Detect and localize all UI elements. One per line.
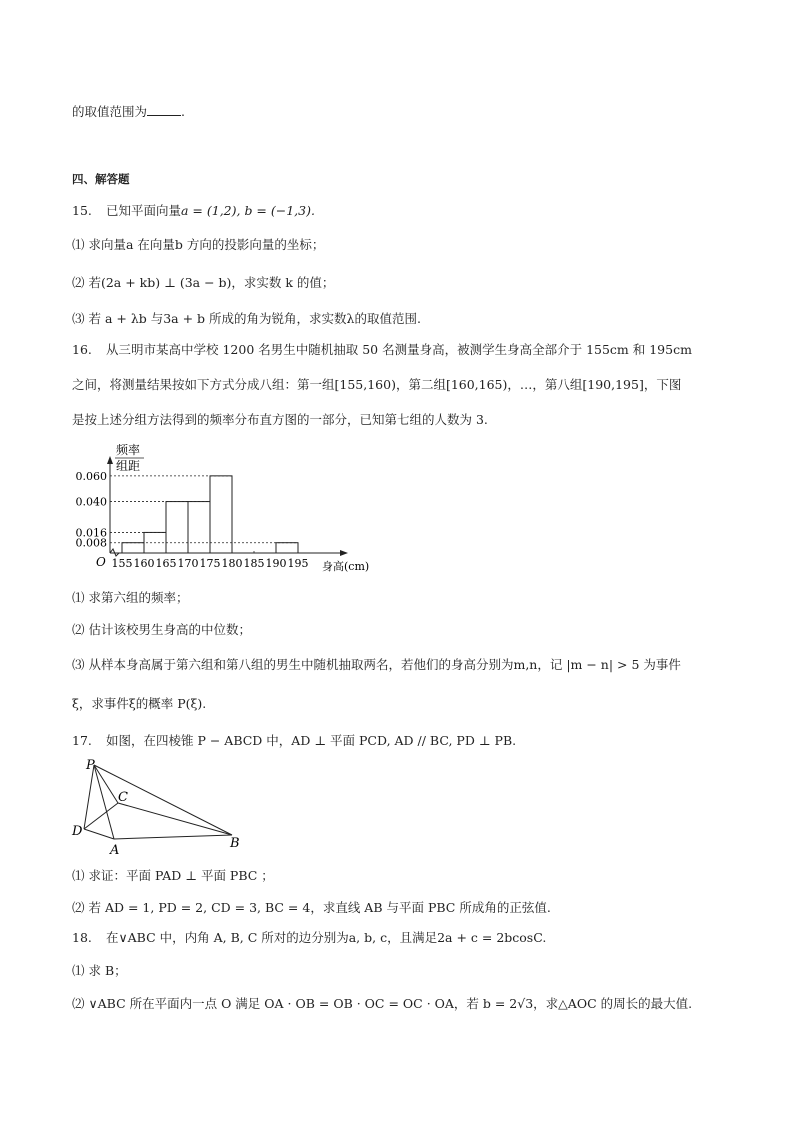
q16-part3-cont: ξ，求事件ξ的概率 P(ξ). [72, 696, 207, 711]
y-tick-label: 0.060 [75, 469, 107, 483]
histogram-bar [188, 502, 210, 553]
q18-part1: ⑴ 求 B； [72, 963, 127, 978]
q17-stem [72, 733, 516, 749]
q15-part2: ⑵ 若(2a + kb) ⊥ (3a − b)，求实数 k 的值； [72, 275, 335, 290]
q16-part1: ⑴ 求第六组的频率； [72, 590, 189, 605]
x-tick-label: 195 [287, 557, 309, 570]
y-tick-label: 0.040 [75, 495, 107, 509]
x-tick-label: 180 [221, 557, 243, 570]
answer-blank [147, 104, 181, 116]
text: 已知平面向量 [105, 203, 181, 218]
q16-part2: ⑵ 估计该校男生身高的中位数； [72, 622, 251, 637]
x-tick-label: 175 [199, 557, 221, 570]
text: 如图，在四棱锥 P − ABCD 中，AD ⊥ 平面 PCD, AD // BC, PD ⊥ PB. [105, 733, 517, 748]
origin-label: O [96, 555, 106, 569]
pyramid-figure [70, 755, 250, 860]
edge-DA [84, 829, 114, 839]
x-axis-label: 身高(cm) [322, 560, 370, 573]
histogram-bar [166, 502, 188, 553]
q16-stem-1 [72, 342, 692, 358]
x-tick-label: 170 [177, 557, 199, 570]
edge-PB [94, 765, 232, 835]
vertex-label-B: B [230, 836, 240, 851]
q18-stem [72, 930, 546, 946]
edge-PD [84, 765, 94, 829]
x-tick-label: 155 [111, 557, 133, 570]
q18-part2: ⑵ ∨ABC 所在平面内一点 O 满足 OA · OB = OB · OC = OC · OA，若 b = 2√3，求△AOC 的周长的最大值. [72, 996, 693, 1011]
x-tick-label: 165 [155, 557, 177, 570]
text: . [181, 104, 185, 119]
q16-stem-3: 是按上述分组方法得到的频率分布直方图的一部分，已知第七组的人数为 3. [72, 412, 488, 427]
histogram-bar [122, 543, 144, 553]
edge-PA [94, 765, 114, 839]
text: 在∨ABC 中，内角 A, B, C 所对的边分别为a, b, c，且满足2a + c = 2bcosC. [105, 930, 547, 945]
prev-answer-line [72, 104, 185, 120]
x-tick-label: 190 [265, 557, 287, 570]
vertex-label-A: A [110, 843, 120, 858]
x-axis-arrow [340, 550, 348, 556]
question-number: 18. [72, 930, 92, 945]
vertex-label-D: D [72, 824, 83, 839]
y-tick-label: 0.008 [75, 536, 107, 550]
histogram-bar [276, 543, 298, 553]
q17-part2: ⑵ 若 AD = 1, PD = 2, CD = 3, BC = 4，求直线 AB 与平面 PBC 所成角的正弦值. [72, 900, 551, 915]
q15-part1: ⑴ 求向量a 在向量b 方向的投影向量的坐标； [72, 237, 325, 252]
histogram-bar [210, 476, 232, 553]
q16-part3: ⑶ 从样本身高属于第六组和第八组的男生中随机抽取两名，若他们的身高分别为m,n，记 |m − n| > 5 为事件 [72, 657, 681, 672]
histogram-figure [66, 440, 386, 575]
x-tick-label: 160 [133, 557, 155, 570]
y-tick-label: 0.016 [75, 526, 107, 540]
q15-stem [72, 203, 315, 219]
section-heading: 四、解答题 [72, 172, 130, 186]
vertex-label-C: C [118, 790, 128, 805]
question-number: 16. [72, 342, 92, 357]
y-axis-arrow [107, 456, 113, 464]
x-tick-label: 185 [243, 557, 265, 570]
q15-part3: ⑶ 若 a + λb 与3a + b 所成的角为锐角，求实数λ的取值范围. [72, 311, 421, 326]
edge-AB [114, 835, 232, 839]
edge-CB [118, 803, 232, 835]
text: 的取值范围为 [72, 104, 148, 119]
math: a = (1,2), b = (−1,3). [181, 203, 315, 218]
q16-stem-2: 之间，将测量结果按如下方式分成八组：第一组[155,160)，第二组[160,165)，…，第八组[190,195]，下图 [72, 377, 682, 392]
question-number: 15. [72, 203, 92, 218]
edge-DC [84, 803, 118, 829]
ylabel-top: 频率 [116, 443, 141, 457]
text: 从三明市某高中学校 1200 名男生中随机抽取 50 名测量身高，被测学生身高全部介于 155cm 和 195cm [105, 342, 692, 357]
ylabel-bottom: 组距 [116, 459, 141, 473]
question-number: 17. [72, 733, 92, 748]
q17-part1: ⑴ 求证：平面 PAD ⊥ 平面 PBC ； [72, 868, 274, 883]
vertex-label-P: P [86, 758, 95, 773]
